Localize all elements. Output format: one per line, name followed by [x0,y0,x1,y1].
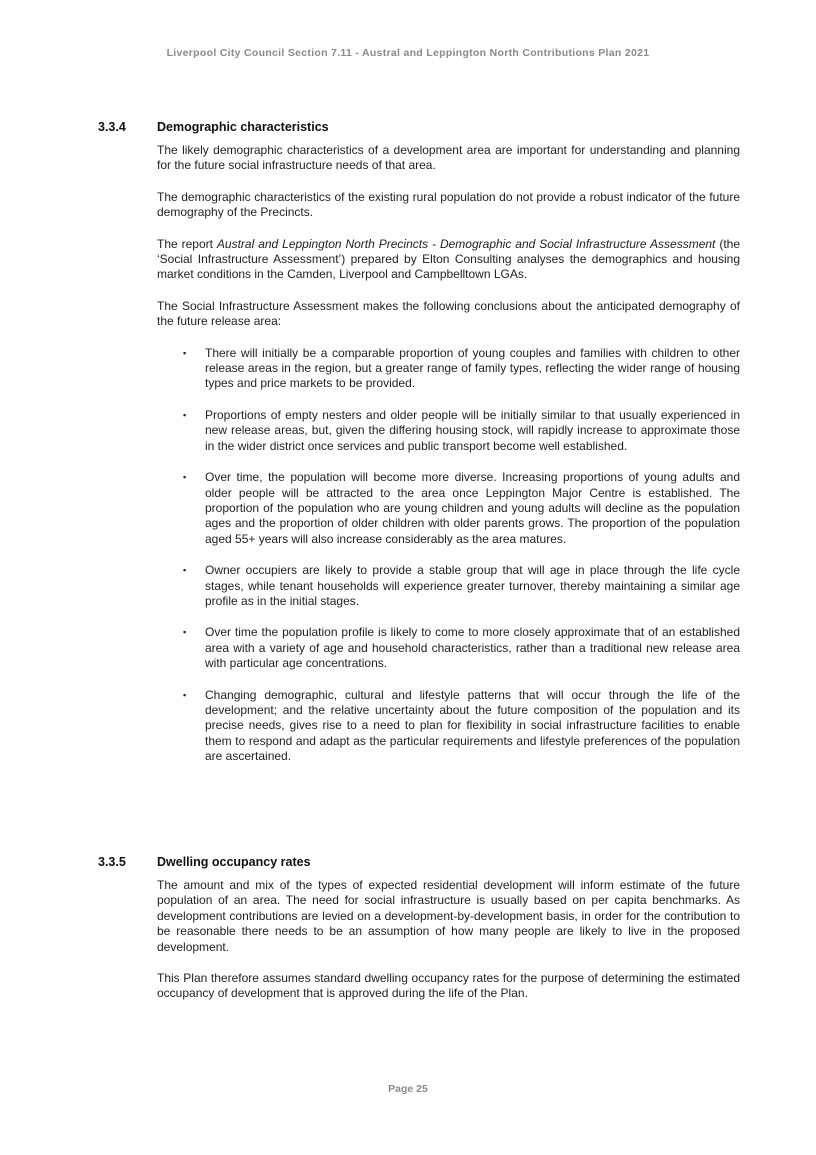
bullet-icon: ▪ [183,409,187,420]
section-heading [98,855,740,869]
paragraph: The likely demographic characteristics of a development area are important for understanding and planning for the future social infrastructure needs of that area. [157,143,740,173]
running-header: Liverpool City Council Section 7.11 - Austral and Leppington North Contributions Plan 2021 [166,47,650,59]
section-3-3-4 [98,120,740,781]
report-title: Austral and Leppington North Precincts - Demographic and Social Infrastructure Assessment [216,236,716,251]
list-item [157,470,740,547]
list-item [157,408,740,454]
list-item-text: There will initially be a comparable proportion of young couples and families with children to other release areas in the region, but a greater range of family types, reflecting the wider range of housing types and price markets to be provided. [205,345,740,391]
paragraph: The demographic characteristics of the existing rural population do not provide a robust indicator of the future demography of the Precincts. [157,189,740,220]
list-item-text: Over time, the population will become more diverse. Increasing proportions of young adults and older people will be attracted to the area once Leppington Major Centre is established. The proportion of the population who are young children and young adults will decline as the population ages and the proportion of older children with older parents grows. The proportion of the population aged 55+ years will also increase considerably as the area matures. [205,470,740,546]
section-number: 3.3.5 [98,855,126,869]
section-3-3-5 [98,855,740,1018]
bullet-icon: ▪ [183,347,187,358]
section-title: Demographic characteristics [157,120,329,134]
list-item-text: Changing demographic, cultural and lifestyle patterns that will occur through the life of the development; and the relative uncertainty about the future composition of the population and its precise needs, gives rise to a need to plan for flexibility in social infrastructure facilities to enable them to respond and adapt as the particular requirements and lifestyle preferences of the population are ascertained. [205,687,740,764]
list-item [157,625,740,671]
list-item-text: Owner occupiers are likely to provide a stable group that will age in place through the life cycle stages, while tenant households will experience greater turnover, thereby maintaining a similar age profile as in the initial stages. [205,563,740,608]
section-heading [98,120,740,134]
page-number: Page 25 [388,1083,428,1095]
paragraph-text: (the ‘Social Infrastructure Assessment’) prepared by Elton Consulting analyses the demographics and housing market conditions in the Camden, Liverpool and Campbelltown LGAs. [157,236,741,282]
bullet-icon: ▪ [183,472,187,483]
list-item [157,563,740,609]
list-item [157,688,740,765]
paragraph [157,237,740,283]
section-title: Dwelling occupancy rates [157,855,311,869]
bullet-icon: ▪ [183,565,187,576]
bullet-icon: ▪ [183,689,187,700]
paragraph: This Plan therefore assumes standard dwelling occupancy rates for the purpose of determining the estimated occupancy of development that is approved during the life of the Plan. [157,971,740,1001]
bullet-list [157,346,740,765]
paragraph-text: The report [157,236,217,251]
list-item-text: Over time the population profile is likely to come to more closely approximate that of an established area with a variety of age and household characteristics, rather than a traditional new release area with particular age concentrations. [205,625,740,671]
bullet-icon: ▪ [183,627,187,638]
list-item-text: Proportions of empty nesters and older people will be initially similar to that usually experienced in new release areas, but, given the differing housing stock, will rapidly increase to approximate those in the wider district once services and public transport become well established. [205,407,740,453]
list-item [157,346,740,392]
paragraph: The Social Infrastructure Assessment makes the following conclusions about the anticipated demography of the future release area: [157,298,740,329]
paragraph: The amount and mix of the types of expected residential development will inform estimate of the future population of an area. The need for social infrastructure is usually based on per capita benchmarks. As development contributions are levied on a development-by-development basis, in order for the contribution to be reasonable there needs to be an assumption of how many people are likely to live in the proposed development. [157,878,740,954]
section-number: 3.3.4 [98,120,126,134]
